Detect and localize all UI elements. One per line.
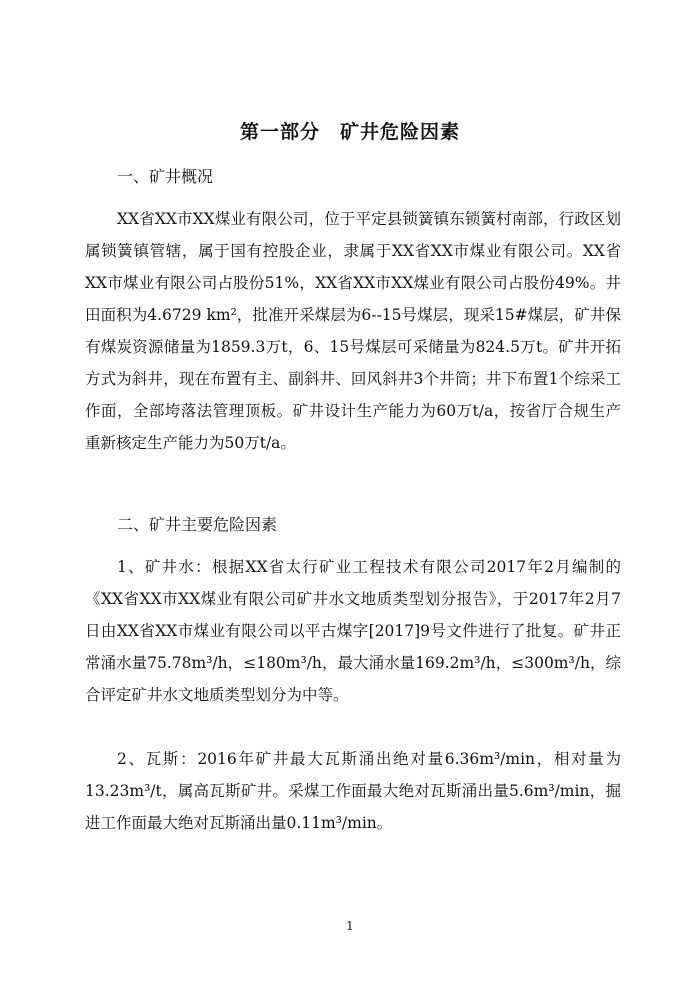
section-heading-mine-overview: 一、矿井概况 [117, 167, 214, 186]
page-title: 第一部分 矿井危险因素 [239, 121, 460, 143]
mine-overview-text: XX省XX市XX煤业有限公司，位于平定县锁簧镇东锁簧村南部，行政区划属锁簧镇管辖，属于国有控股企业，隶属于XX省XX市煤业有限公司。XX省XX市煤业有限公司占股份51%，XX省XX市XX煤业有限公司占股份49%。井田面积为4.6729 km²，批准开采煤层为6--15号煤层，现采15#煤层，矿井保有煤炭资源储量为1859.3万t，6、15号煤层可采储量为824.5万t。矿井开拓方式为斜井，现在布置有主、副斜井、回风斜井3个井筒；井下布置1个综采工作面，全部垮落法管理顶板。矿井设计生产能力为60万t/a，按省厅合规生产重新核定生产能力为50万t/a。 [85, 210, 621, 452]
hazard-gas-paragraph [85, 743, 621, 839]
hazard-gas-text: 2、瓦斯：2016年矿井最大瓦斯涌出绝对量6.36m³/min，相对量为13.23m³/t，属高瓦斯矿井。采煤工作面最大绝对瓦斯涌出量5.6m³/min，掘进工作面最大绝对瓦斯涌出量0.11m³/min。 [85, 750, 621, 832]
hazard-mine-water-text: 1、矿井水：根据XX省太行矿业工程技术有限公司2017年2月编制的《XX省XX市XX煤业有限公司矿井水文地质类型划分报告》，于2017年2月7日由XX省XX市煤业有限公司以平古煤字[2017]9号文件进行了批复。矿井正常涌水量75.78m³/h，≤180m³/h，最大涌水量169.2m³/h，≤300m³/h，综合评定矿井水文地质类型划分为中等。 [85, 558, 621, 704]
section-heading-main-hazards: 二、矿井主要危险因素 [117, 515, 278, 534]
mine-overview-paragraph [85, 203, 621, 459]
hazard-mine-water-paragraph [85, 551, 621, 711]
page-number: 1 [346, 919, 354, 933]
